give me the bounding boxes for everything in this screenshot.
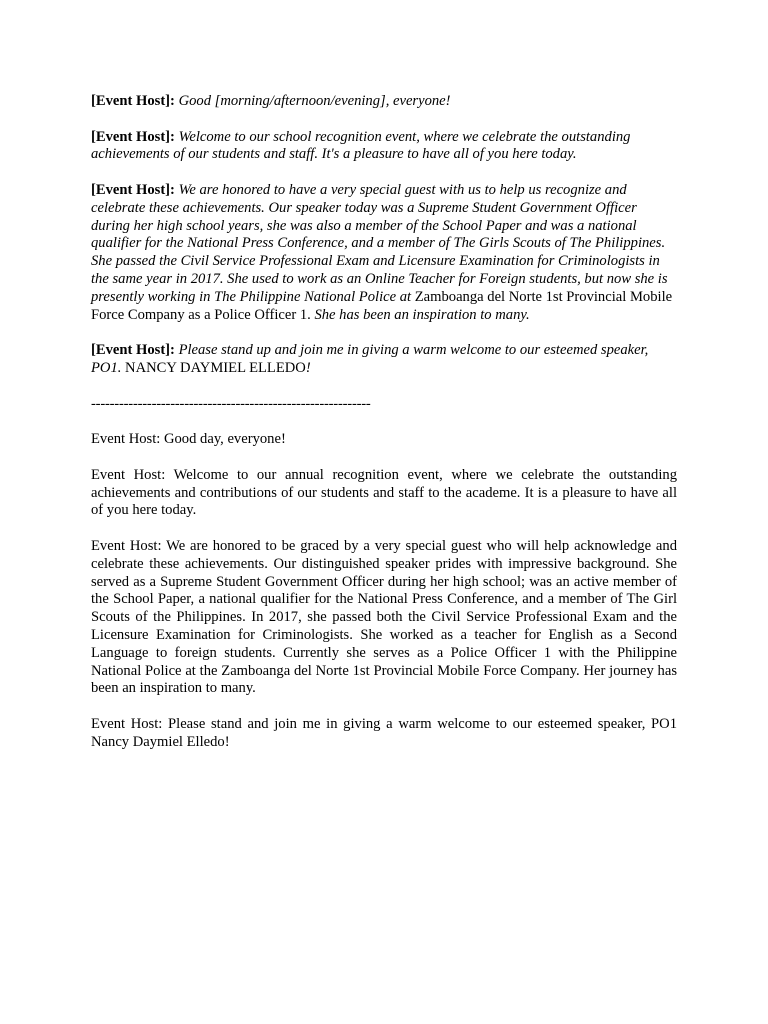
- final-paragraph-1: Event Host: Good day, everyone!: [91, 431, 286, 448]
- paragraph-text: Good [morning/afternoon/evening], everyone!: [178, 93, 451, 109]
- script-paragraph-4: [91, 342, 677, 378]
- final-paragraph-2: Event Host: Welcome to our annual recognition event, where we celebrate the outstanding achievements and contributions of our students and staff to the academe. It is a pleasure to have all of you here today.: [91, 466, 677, 519]
- paragraph-text: Welcome to our school recognition event, where we celebrate the outstanding achievements of our students and staff. It's a pleasure to have all of you here today.: [91, 128, 631, 163]
- event-host-tag: [Event Host]:: [91, 342, 175, 359]
- paragraph-text-italic: Please stand up and join me in giving a warm welcome to our esteemed speaker, PO1.: [91, 342, 649, 376]
- dashed-divider: ------------------------------------------------------------: [91, 395, 371, 412]
- paragraph-text-plain: Zamboanga del Norte 1st Provincial Mobile Force Company as a Police Officer 1.: [91, 288, 673, 323]
- script-paragraph-1: [91, 93, 677, 111]
- script-paragraph-3: [91, 182, 677, 324]
- paragraph-text-italic-end: !: [305, 359, 311, 376]
- paragraph-text-italic: We are honored to have a very special guest with us to help us recognize and celebrate these achievements. Our speaker today was a Supreme Student Government Officer during her high school years, she was also a member of the School Paper and was a national qualifier for the National Press Conference, and a member of The Girls Scouts of The Philippines. She passed the Civil Service Professional Exam and Licensure Examination for Criminologists in the same year in 2017. She used to work as an Online Teacher for Foreign students, but now she is presently working in The Philippine National Police at: [91, 181, 668, 305]
- script-paragraph-2: [91, 129, 677, 165]
- paragraph-text-italic-end: She has been an inspiration to many.: [310, 306, 530, 323]
- event-host-tag: [Event Host]:: [91, 181, 175, 198]
- final-paragraph-4: Event Host: Please stand and join me in giving a warm welcome to our esteemed speaker, PO1 Nancy Daymiel Elledo!: [91, 715, 677, 750]
- speaker-name: NANCY DAYMIEL ELLEDO: [121, 359, 306, 376]
- event-host-tag: [Event Host]:: [91, 93, 175, 109]
- document-page: [91, 93, 677, 769]
- final-paragraph-3: Event Host: We are honored to be graced by a very special guest who will help acknowledge and celebrate these achievements. Our distinguished speaker prides with impressive background. She served as a Supreme Student Government Officer during her high school; was an active member of the School Paper, a national qualifier for the National Press Conference, and a member of The Girl Scouts of the Philippines. In 2017, she passed both the Civil Service Professional Exam and the Licensure Examination for Criminologists. She worked as a teacher for English as a Second Language to foreign students. Currently she serves as a Police Officer 1 with the Philippine National Police at the Zamboanga del Norte 1st Provincial Mobile Force Company. Her journey has been an inspiration to many.: [91, 537, 677, 697]
- event-host-tag: [Event Host]:: [91, 128, 175, 145]
